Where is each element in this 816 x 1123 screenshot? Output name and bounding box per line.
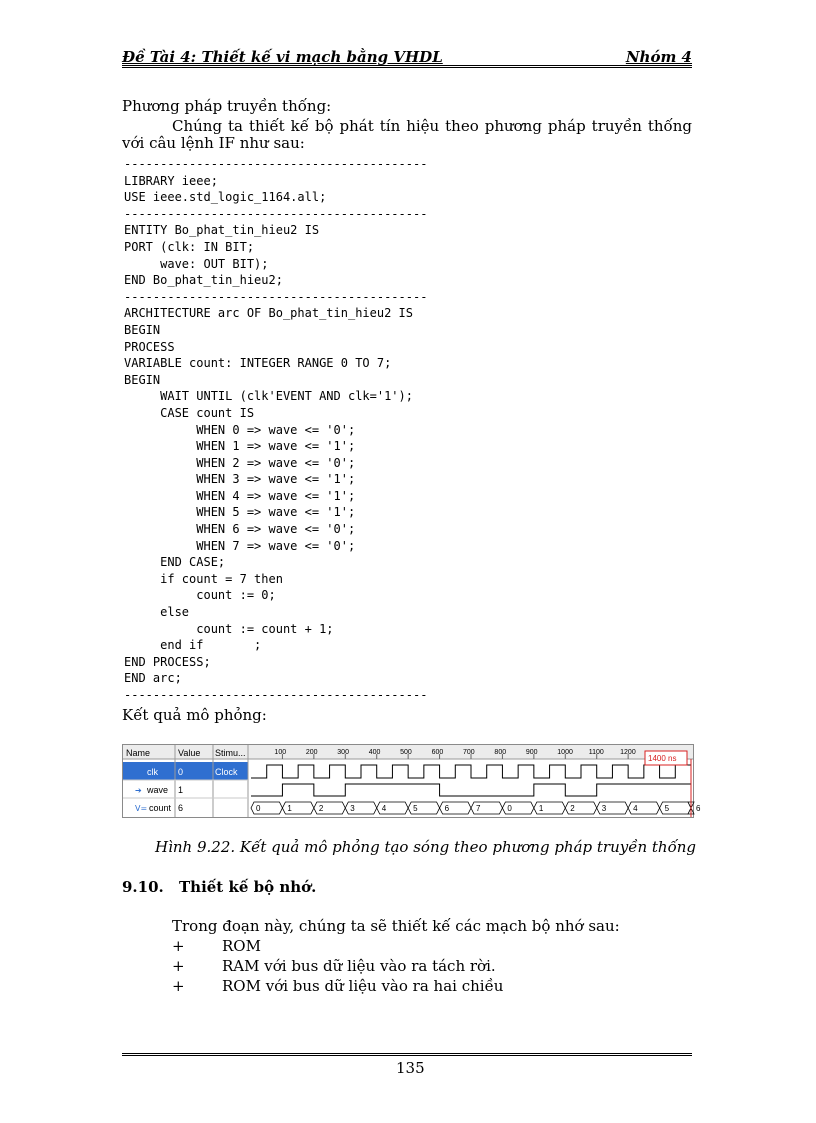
count-value-8: 0 bbox=[507, 804, 512, 813]
count-waveform bbox=[251, 802, 701, 814]
clk-trace bbox=[251, 765, 691, 778]
count-value-2: 2 bbox=[318, 804, 324, 813]
time-cursor-label[interactable]: 1400 ns bbox=[648, 754, 677, 763]
simulation-waveform-panel bbox=[122, 744, 701, 818]
column-stimulus-header[interactable]: Stimu... bbox=[215, 748, 246, 758]
signal-wave-name[interactable]: wave bbox=[147, 785, 169, 795]
time-tick-label-600: 600 bbox=[431, 749, 444, 756]
column-value-header[interactable]: Value bbox=[178, 748, 201, 758]
section-title: Thiết kế bộ nhớ. bbox=[179, 878, 317, 896]
variable-signal-icon: V= bbox=[135, 804, 148, 813]
time-tick-label-800: 800 bbox=[494, 749, 507, 756]
wave-waveform bbox=[251, 784, 691, 796]
bullet-item-rom-bidirectional: ROM với bus dữ liệu vào ra hai chiều bbox=[222, 977, 504, 995]
header-title: Đề Tài 4: Thiết kế vi mạch bằng VHDL bbox=[122, 48, 443, 66]
time-tick-label-900: 900 bbox=[525, 749, 538, 756]
vhdl-code-block: ------------------------------------------ LIBRARY ieee; USE ieee.std_logic_1164.all; ------------------------------------------ ENTITY Bo_phat_tin_hieu2 IS PORT (clk: IN BIT; wave: OUT BIT); END Bo_phat_tin_hieu2; ------------------------------------------ ARCHITECTURE arc OF Bo_phat_tin_hieu2 IS BEGIN PROCESS VARIABLE count: INTEGER RANGE 0 TO 7; BEGIN WAIT UNTIL (clk'EVENT AND clk='1'); CASE count IS WHEN 0 => wave <= '0'; WHEN 1 => wave <= '1'; WHEN 2 => wave <= '0'; WHEN 3 => wave <= '1'; WHEN 4 => wave <= '1'; WHEN 5 => wave <= '1'; WHEN 6 => wave <= '0'; WHEN 7 => wave <= '0'; END CASE; if count = 7 then count := 0; else count := count + 1; end if ; END PROCESS; END arc; ------------------------------------------ bbox=[124, 157, 428, 702]
signal-clk-value: 0 bbox=[178, 767, 184, 777]
signal-wave-value: 1 bbox=[178, 785, 184, 795]
intro-paragraph: Chúng ta thiết kế bộ phát tín hiệu theo phương pháp truyền thống với câu lệnh IF như sau: bbox=[122, 117, 692, 152]
output-signal-icon: ➔ bbox=[135, 786, 142, 795]
section-number: 9.10. bbox=[122, 878, 164, 896]
section-heading bbox=[122, 878, 316, 896]
bullet-symbol-3: + bbox=[172, 977, 185, 995]
count-value-14: 6 bbox=[696, 804, 701, 813]
header-rule bbox=[122, 65, 692, 68]
footer-rule bbox=[122, 1053, 692, 1056]
figure-caption: Hình 9.22. Kết quả mô phỏng tạo sóng theo phương pháp truyền thống bbox=[155, 838, 697, 856]
time-tick-label-200: 200 bbox=[305, 749, 318, 756]
time-tick-label-1100: 1100 bbox=[588, 749, 604, 756]
count-value-12: 4 bbox=[633, 804, 638, 813]
count-value-1: 1 bbox=[287, 804, 292, 813]
clock-signal-icon: ↔ bbox=[140, 768, 147, 777]
time-tick-label-700: 700 bbox=[463, 749, 475, 756]
time-tick-label-1200: 1200 bbox=[620, 749, 636, 756]
intro-heading: Phương pháp truyền thống: bbox=[122, 97, 332, 115]
count-value-6: 6 bbox=[444, 804, 450, 813]
time-tick-label-400: 400 bbox=[368, 749, 381, 756]
bullet-item-ram: RAM với bus dữ liệu vào ra tách rời. bbox=[222, 957, 496, 975]
column-name-header[interactable]: Name bbox=[126, 748, 151, 758]
count-value-5: 5 bbox=[413, 804, 418, 813]
bullet-symbol-1: + bbox=[172, 937, 185, 955]
time-tick-label-500: 500 bbox=[400, 749, 412, 756]
time-tick-label-300: 300 bbox=[337, 749, 349, 756]
count-value-13: 5 bbox=[664, 804, 670, 813]
section-intro: Trong đoạn này, chúng ta sẽ thiết kế các mạch bộ nhớ sau: bbox=[172, 917, 620, 935]
count-value-9: 1 bbox=[538, 804, 544, 813]
count-value-10: 2 bbox=[570, 804, 575, 813]
count-value-11: 3 bbox=[601, 804, 607, 813]
count-value-3: 3 bbox=[350, 804, 355, 813]
signal-count-value: 6 bbox=[178, 803, 184, 813]
count-value-0: 0 bbox=[256, 804, 261, 813]
count-value-4: 4 bbox=[381, 804, 387, 813]
page-header bbox=[122, 46, 692, 70]
signal-clk-name[interactable]: clk bbox=[147, 767, 158, 777]
count-value-7: 7 bbox=[476, 804, 481, 813]
signal-count-name[interactable]: count bbox=[149, 803, 172, 813]
time-tick-label-1000: 1000 bbox=[557, 749, 573, 756]
page-number: 135 bbox=[396, 1059, 425, 1077]
result-label: Kết quả mô phỏng: bbox=[122, 706, 267, 724]
header-group: Nhóm 4 bbox=[625, 48, 692, 66]
simulation-waveform bbox=[123, 745, 701, 817]
wave-trace bbox=[251, 784, 691, 796]
time-tick-label-100: 100 bbox=[274, 749, 287, 756]
clk-waveform bbox=[251, 765, 691, 778]
bullet-item-rom: ROM bbox=[222, 937, 261, 955]
bullet-symbol-2: + bbox=[172, 957, 185, 975]
signal-clk-stimulus[interactable]: Clock bbox=[215, 767, 238, 777]
